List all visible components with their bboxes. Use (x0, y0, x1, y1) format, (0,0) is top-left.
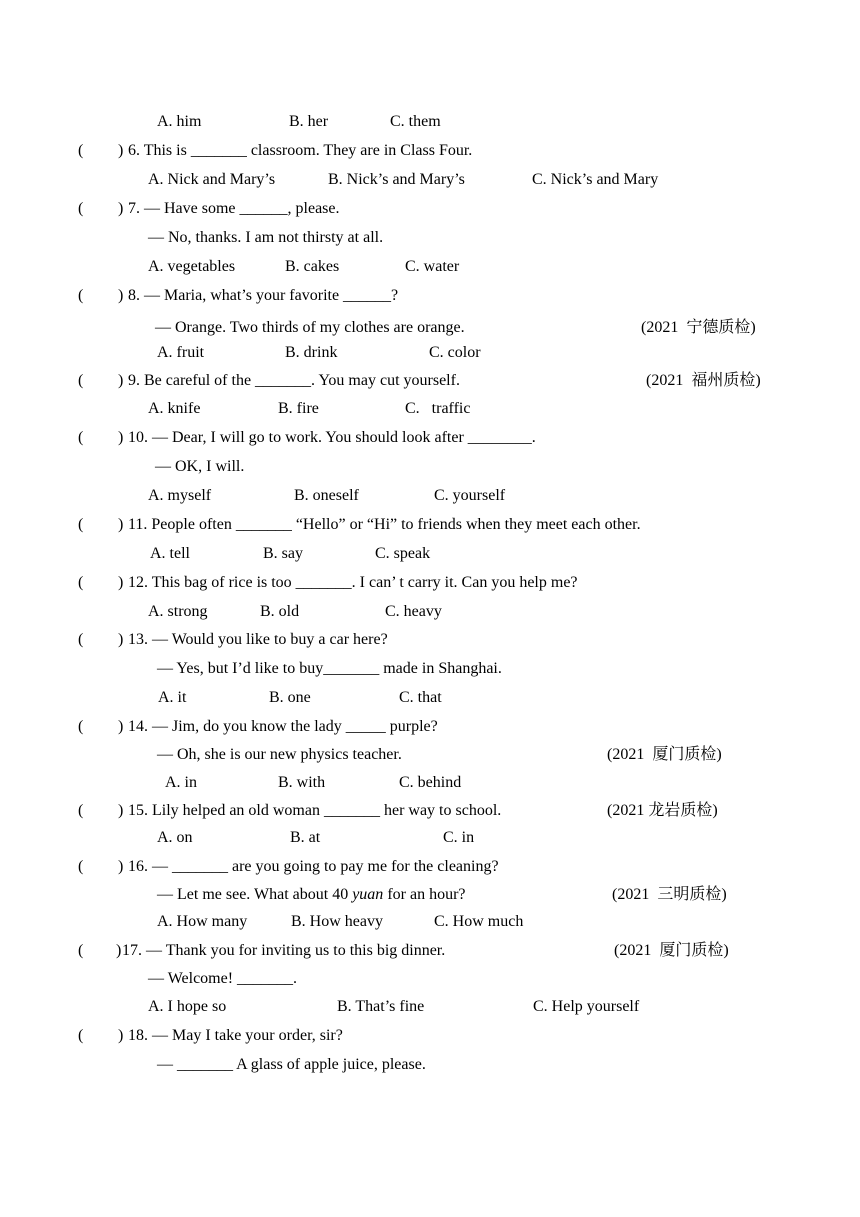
option-a[interactable]: A. knife (148, 400, 201, 417)
answer-paren-close: ) (118, 858, 124, 875)
question-stem: 10. — Dear, I will go to work. You should look after ________. (128, 429, 536, 446)
question-stem: 8. — Maria, what’s your favorite ______? (128, 287, 399, 304)
dialogue-line: — Oh, she is our new physics teacher. (157, 746, 402, 763)
question-stem: 15. Lily helped an old woman _______ her way to school. (128, 802, 502, 819)
option-c[interactable]: C. water (405, 258, 460, 275)
option-c[interactable]: C. them (390, 113, 441, 130)
question-stem: 9. Be careful of the _______. You may cut yourself. (128, 372, 460, 389)
dialogue-line (157, 885, 466, 905)
option-a[interactable]: A. myself (148, 487, 212, 504)
question-stem: 16. — _______ are you going to pay me for the cleaning? (128, 858, 499, 875)
option-b[interactable]: B. her (289, 113, 329, 130)
answer-paren-close: ) (118, 372, 124, 389)
answer-paren-open: ( (78, 718, 84, 735)
option-a[interactable]: A. strong (148, 603, 208, 620)
option-b[interactable]: B. fire (278, 400, 319, 417)
option-b[interactable]: B. with (278, 774, 326, 791)
dialogue-line: — Orange. Two thirds of my clothes are orange. (155, 319, 465, 336)
option-a[interactable]: A. I hope so (148, 998, 227, 1015)
source-tag: (2021 厦门质检) (614, 942, 729, 959)
answer-paren-close: ) (116, 942, 122, 959)
question-stem: 6. This is _______ classroom. They are in Class Four. (128, 142, 473, 159)
option-c[interactable]: C. heavy (385, 603, 442, 620)
answer-paren-close: ) (118, 802, 124, 819)
dialogue-line: — OK, I will. (155, 458, 245, 475)
italic-word: yuan (352, 886, 384, 903)
source-tag: (2021 厦门质检) (607, 746, 722, 763)
option-a[interactable]: A. it (158, 689, 187, 706)
option-a[interactable]: A. him (157, 113, 202, 130)
dialogue-line: — Yes, but I’d like to buy_______ made in Shanghai. (157, 660, 502, 677)
option-c[interactable]: C. that (399, 689, 442, 706)
dialogue-text-end: for an hour? (383, 886, 466, 903)
dialogue-line: — _______ A glass of apple juice, please. (157, 1056, 426, 1073)
answer-paren-close: ) (118, 200, 124, 217)
option-b[interactable]: B. drink (285, 344, 338, 361)
option-a[interactable]: A. vegetables (148, 258, 236, 275)
option-c[interactable]: C. in (443, 829, 475, 846)
answer-paren-open: ( (78, 429, 84, 446)
question-stem: 7. — Have some ______, please. (128, 200, 340, 217)
answer-paren-close: ) (118, 429, 124, 446)
option-a[interactable]: A. fruit (157, 344, 205, 361)
answer-paren-close: ) (118, 287, 124, 304)
answer-paren-close: ) (118, 631, 124, 648)
option-c[interactable]: C. How much (434, 913, 524, 930)
question-stem: 11. People often _______ “Hello” or “Hi” to friends when they meet each other. (128, 516, 641, 533)
answer-paren-open: ( (78, 942, 84, 959)
answer-paren-open: ( (78, 372, 84, 389)
option-b[interactable]: B. one (269, 689, 311, 706)
option-a[interactable]: A. How many (157, 913, 248, 930)
answer-paren-open: ( (78, 200, 84, 217)
answer-paren-open: ( (78, 631, 84, 648)
option-c[interactable]: C. Help yourself (533, 998, 640, 1015)
question-stem: 13. — Would you like to buy a car here? (128, 631, 388, 648)
answer-paren-open: ( (78, 574, 84, 591)
option-b[interactable]: B. oneself (294, 487, 359, 504)
option-c[interactable]: C. behind (399, 774, 462, 791)
option-c[interactable]: C. yourself (434, 487, 506, 504)
option-c[interactable]: C. traffic (405, 400, 471, 417)
answer-paren-close: ) (118, 516, 124, 533)
option-b[interactable]: B. say (263, 545, 303, 562)
question-stem: 17. — Thank you for inviting us to this big dinner. (122, 942, 446, 959)
option-b[interactable]: B. Nick’s and Mary’s (328, 171, 465, 188)
option-b[interactable]: B. at (290, 829, 321, 846)
answer-paren-open: ( (78, 802, 84, 819)
answer-paren-open: ( (78, 516, 84, 533)
dialogue-line: — No, thanks. I am not thirsty at all. (148, 229, 384, 246)
option-b[interactable]: B. cakes (285, 258, 340, 275)
option-b[interactable]: B. That’s fine (337, 998, 425, 1015)
dialogue-line: — Welcome! _______. (148, 970, 298, 987)
source-tag: (2021 福州质检) (646, 372, 761, 389)
answer-paren-close: ) (118, 718, 124, 735)
dialogue-text-start: — Let me see. What about 40 (157, 886, 353, 903)
source-tag: (2021 宁德质检) (641, 319, 756, 336)
source-tag: (2021 三明质检) (612, 886, 727, 903)
option-c[interactable]: C. color (429, 344, 481, 361)
option-b[interactable]: B. old (260, 603, 300, 620)
option-b[interactable]: B. How heavy (291, 913, 383, 930)
answer-paren-open: ( (78, 1027, 84, 1044)
option-a[interactable]: A. Nick and Mary’s (148, 171, 276, 188)
answer-paren-open: ( (78, 287, 84, 304)
option-a[interactable]: A. in (165, 774, 197, 791)
question-stem: 18. — May I take your order, sir? (128, 1027, 343, 1044)
option-c[interactable]: C. Nick’s and Mary (532, 171, 659, 188)
option-a[interactable]: A. on (157, 829, 193, 846)
option-a[interactable]: A. tell (150, 545, 190, 562)
answer-paren-open: ( (78, 858, 84, 875)
answer-paren-close: ) (118, 142, 124, 159)
source-tag: (2021 龙岩质检) (607, 802, 718, 819)
option-c[interactable]: C. speak (375, 545, 431, 562)
question-stem: 14. — Jim, do you know the lady _____ purple? (128, 718, 438, 735)
answer-paren-open: ( (78, 142, 84, 159)
question-stem: 12. This bag of rice is too _______. I can’ t carry it. Can you help me? (128, 574, 578, 591)
answer-paren-close: ) (118, 1027, 124, 1044)
answer-paren-close: ) (118, 574, 124, 591)
